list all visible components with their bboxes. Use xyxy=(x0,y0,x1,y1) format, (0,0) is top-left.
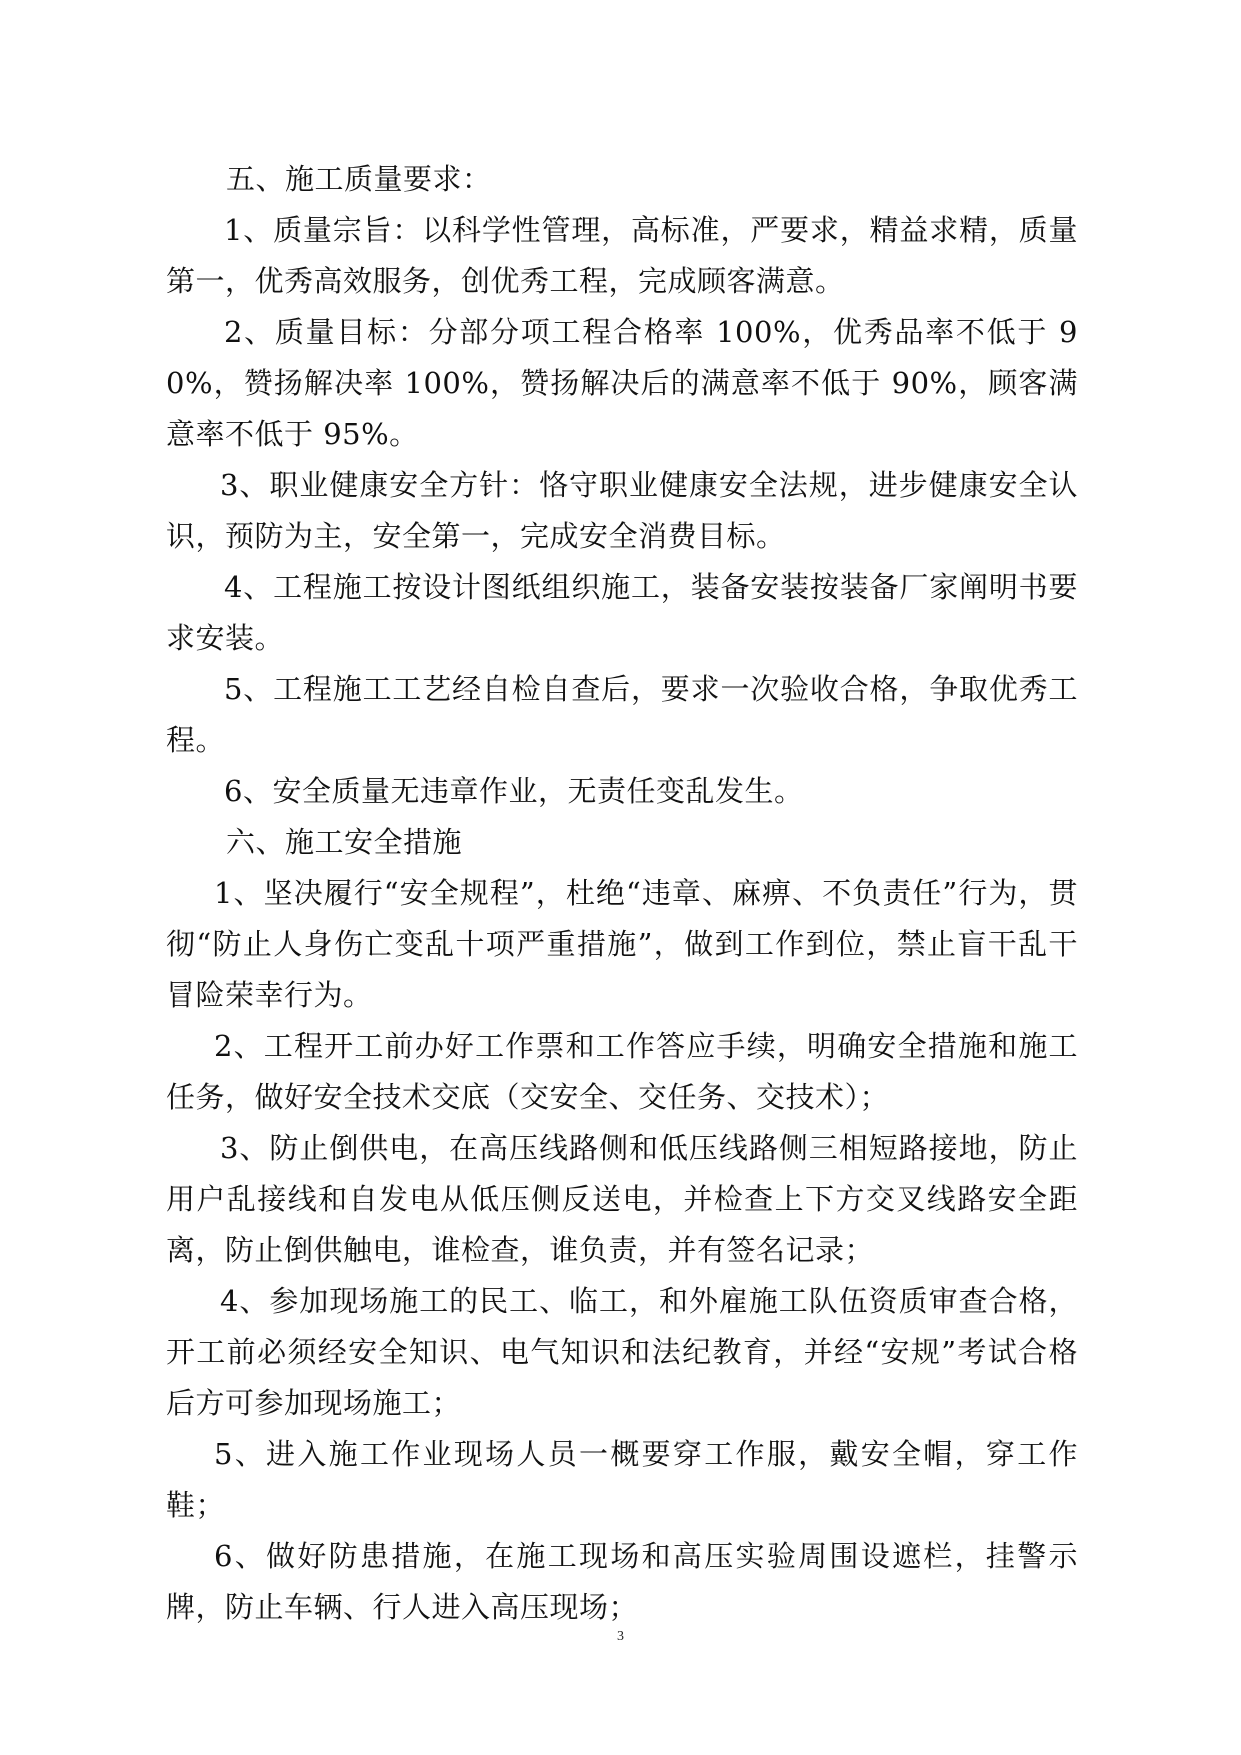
page-number: 3 xyxy=(617,1629,624,1644)
paragraph-worker-qualification: 4、参加现场施工的民工、临工，和外雇施工队伍资质审查合格，开工前必须经安全知识、电气知识和法纪教育，并经“安规”考试合格后方可参加现场施工； xyxy=(166,1284,1078,1420)
paragraph-construction-drawings: 4、工程施工按设计图纸组织施工，装备安装按装备厂家阐明书要求安装。 xyxy=(166,570,1078,655)
paragraph-health-safety-policy: 3、职业健康安全方针：恪守职业健康安全法规，进步健康安全认识，预防为主，安全第一，完成安全消费目标。 xyxy=(166,468,1078,553)
paragraph-safety-rules: 1、坚决履行“安全规程”，杜绝“违章、麻痹、不负责任”行为，贯彻“防止人身伤亡变乱十项严重措施”，做到工作到位，禁止盲干乱干冒险荣幸行为。 xyxy=(166,876,1078,1012)
paragraph-no-violation: 6、安全质量无违章作业，无责任变乱发生。 xyxy=(224,774,804,808)
section-heading-quality: 五、施工质量要求： xyxy=(226,162,492,196)
paragraph-acceptance: 5、工程施工工艺经自检自查后，要求一次验收合格，争取优秀工程。 xyxy=(166,672,1078,757)
paragraph-protective-clothing: 5、进入施工作业现场人员一概要穿工作服，戴安全帽，穿工作鞋； xyxy=(166,1437,1078,1522)
section-heading-safety: 六、施工安全措施 xyxy=(226,825,463,859)
paragraph-quality-target: 2、质量目标：分部分项工程合格率 100%，优秀品率不低于 90%，赞扬解决率 100%，赞扬解决后的满意率不低于 90%，顾客满意率不低于 95%。 xyxy=(166,315,1078,451)
paragraph-work-permit: 2、工程开工前办好工作票和工作答应手续，明确安全措施和施工任务，做好安全技术交底（交安全、交任务、交技术）； xyxy=(166,1029,1078,1114)
document-body xyxy=(166,154,1078,1633)
paragraph-barriers: 6、做好防患措施，在施工现场和高压实验周围设遮栏，挂警示牌，防止车辆、行人进入高压现场； xyxy=(166,1539,1078,1624)
paragraph-back-feed-prevention: 3、防止倒供电，在高压线路侧和低压线路侧三相短路接地，防止用户乱接线和自发电从低压侧反送电，并检查上下方交叉线路安全距离，防止倒供触电，谁检查，谁负责，并有签名记录； xyxy=(166,1131,1078,1267)
paragraph-quality-purpose: 1、质量宗旨：以科学性管理，高标准，严要求，精益求精，质量第一，优秀高效服务，创优秀工程，完成顾客满意。 xyxy=(166,213,1078,298)
